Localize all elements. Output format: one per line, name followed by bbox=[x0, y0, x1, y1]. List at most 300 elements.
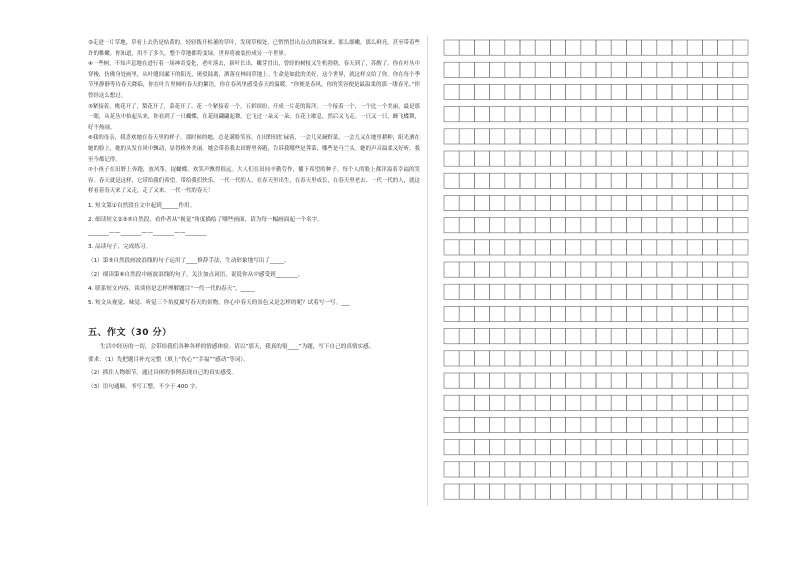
grid-cell bbox=[642, 351, 657, 366]
grid-cell bbox=[566, 40, 581, 55]
grid-cell bbox=[490, 462, 505, 477]
grid-cell bbox=[459, 329, 474, 344]
grid-cell bbox=[474, 173, 489, 188]
grid-cell bbox=[611, 173, 626, 188]
grid-cell bbox=[702, 351, 717, 366]
grid-cell bbox=[459, 417, 474, 432]
grid-cell bbox=[702, 84, 717, 99]
grid-cell bbox=[702, 262, 717, 277]
grid-cell bbox=[733, 107, 748, 122]
grid-cell bbox=[520, 284, 535, 299]
grid-cell bbox=[596, 151, 611, 166]
grid-cell bbox=[505, 262, 520, 277]
grid-cell bbox=[733, 240, 748, 255]
grid-cell bbox=[626, 395, 641, 410]
grid-cell bbox=[626, 484, 641, 499]
grid-cell bbox=[672, 329, 687, 344]
grid-cell bbox=[474, 284, 489, 299]
grid-cell bbox=[733, 462, 748, 477]
grid-cell bbox=[535, 151, 550, 166]
grid-cell bbox=[520, 129, 535, 144]
grid-cell bbox=[687, 84, 702, 99]
grid-cell bbox=[459, 373, 474, 388]
grid-cell bbox=[444, 395, 459, 410]
question-1: 1. 短文第①自然段在文中起到______作用。 bbox=[88, 202, 196, 209]
grid-cell bbox=[718, 462, 733, 477]
grid-cell bbox=[474, 484, 489, 499]
grid-cell bbox=[733, 351, 748, 366]
grid-cell bbox=[566, 440, 581, 455]
grid-cell bbox=[611, 462, 626, 477]
grid-cell bbox=[672, 62, 687, 77]
grid-cell bbox=[642, 329, 657, 344]
grid-cell bbox=[535, 440, 550, 455]
grid-cell bbox=[702, 484, 717, 499]
grid-cell bbox=[444, 62, 459, 77]
grid-cell bbox=[490, 151, 505, 166]
grid-cell bbox=[490, 351, 505, 366]
grid-cell bbox=[718, 62, 733, 77]
grid-cell bbox=[566, 284, 581, 299]
grid-cell bbox=[718, 173, 733, 188]
grid-cell bbox=[505, 351, 520, 366]
grid-cell bbox=[550, 262, 565, 277]
grid-cell bbox=[550, 329, 565, 344]
grid-cell bbox=[581, 262, 596, 277]
grid-cell bbox=[672, 484, 687, 499]
grid-cell bbox=[505, 84, 520, 99]
grid-cell bbox=[490, 373, 505, 388]
grid-cell bbox=[702, 240, 717, 255]
grid-cell bbox=[550, 173, 565, 188]
grid-cell bbox=[566, 195, 581, 210]
grid-cell bbox=[474, 417, 489, 432]
grid-cell bbox=[702, 151, 717, 166]
grid-cell bbox=[581, 373, 596, 388]
grid-cell bbox=[657, 462, 672, 477]
grid-cell bbox=[733, 440, 748, 455]
grid-cell bbox=[611, 351, 626, 366]
grid-cell bbox=[566, 62, 581, 77]
grid-cell bbox=[702, 62, 717, 77]
grid-cell bbox=[611, 84, 626, 99]
grid-cell bbox=[474, 351, 489, 366]
grid-cell bbox=[672, 440, 687, 455]
grid-cell bbox=[490, 84, 505, 99]
grid-cell bbox=[657, 440, 672, 455]
grid-cell bbox=[490, 107, 505, 122]
passage-paragraph-7: ⑦小孩子在田野上奔跑，放风筝，捉蝴蝶，欢笑声飘得很远。大人们在田间辛勤劳作，播下希望的种子。每个人的脸上都洋溢着幸福的笑容。春天就是这样，它带给我们希望，带给我们快乐。一代一代的人，在春天里出生，在春天里成长，在春天里老去。一代一代的人，就这样看着春天来了又走，走了又来。一代一代的春天！ bbox=[88, 167, 420, 195]
grid-cell bbox=[444, 129, 459, 144]
grid-cell bbox=[520, 373, 535, 388]
grid-cell bbox=[535, 40, 550, 55]
grid-cell bbox=[459, 84, 474, 99]
grid-cell bbox=[581, 351, 596, 366]
grid-cell bbox=[520, 395, 535, 410]
grid-cell bbox=[657, 173, 672, 188]
grid-cell bbox=[520, 62, 535, 77]
grid-cell bbox=[474, 84, 489, 99]
grid-cell bbox=[535, 329, 550, 344]
grid-cell bbox=[505, 40, 520, 55]
grid-cell bbox=[581, 306, 596, 321]
grid-cell bbox=[581, 462, 596, 477]
grid-cell bbox=[672, 151, 687, 166]
grid-cell bbox=[444, 173, 459, 188]
grid-cell bbox=[596, 462, 611, 477]
grid-cell bbox=[490, 306, 505, 321]
grid-cell bbox=[657, 240, 672, 255]
grid-cell bbox=[733, 40, 748, 55]
grid-cell bbox=[444, 107, 459, 122]
grid-cell bbox=[505, 173, 520, 188]
grid-cell bbox=[596, 107, 611, 122]
grid-cell bbox=[550, 417, 565, 432]
grid-cell bbox=[535, 284, 550, 299]
grid-cell bbox=[657, 351, 672, 366]
grid-cell bbox=[520, 462, 535, 477]
grid-cell bbox=[687, 62, 702, 77]
grid-cell bbox=[550, 129, 565, 144]
column-divider bbox=[427, 36, 428, 506]
grid-cell bbox=[657, 195, 672, 210]
grid-cell bbox=[657, 129, 672, 144]
grid-cell bbox=[626, 62, 641, 77]
grid-cell bbox=[535, 84, 550, 99]
grid-cell bbox=[642, 395, 657, 410]
grid-cell bbox=[490, 262, 505, 277]
grid-cell bbox=[505, 440, 520, 455]
grid-cell bbox=[505, 373, 520, 388]
grid-cell bbox=[611, 329, 626, 344]
grid-cell bbox=[581, 218, 596, 233]
grid-cell bbox=[626, 129, 641, 144]
grid-cell bbox=[642, 107, 657, 122]
grid-cell bbox=[505, 462, 520, 477]
writing-requirement-2: （2）抓住人物细节，通过具体的事例表现自己的真实感受。 bbox=[88, 370, 237, 377]
grid-cell bbox=[566, 462, 581, 477]
grid-cell bbox=[520, 440, 535, 455]
grid-cell bbox=[535, 195, 550, 210]
grid-cell bbox=[474, 129, 489, 144]
grid-cell bbox=[596, 440, 611, 455]
grid-cell bbox=[687, 306, 702, 321]
reading-passage bbox=[88, 38, 420, 197]
grid-cell bbox=[566, 262, 581, 277]
grid-cell bbox=[505, 151, 520, 166]
grid-cell bbox=[490, 218, 505, 233]
grid-cell bbox=[596, 40, 611, 55]
grid-cell bbox=[718, 151, 733, 166]
grid-cell bbox=[611, 195, 626, 210]
grid-cell bbox=[687, 351, 702, 366]
grid-cell bbox=[718, 262, 733, 277]
grid-cell bbox=[702, 40, 717, 55]
grid-cell bbox=[611, 395, 626, 410]
grid-cell bbox=[672, 462, 687, 477]
grid-cell bbox=[657, 84, 672, 99]
grid-cell bbox=[566, 107, 581, 122]
grid-cell bbox=[505, 62, 520, 77]
grid-cell bbox=[718, 107, 733, 122]
grid-cell bbox=[626, 351, 641, 366]
grid-cell bbox=[459, 240, 474, 255]
grid-cell bbox=[535, 351, 550, 366]
grid-cell bbox=[642, 462, 657, 477]
grid-cell bbox=[626, 373, 641, 388]
question-5: 5. 短文从视觉、味觉、听觉三个角度描写春天的景物，你心中春天的景色又是怎样的呢？试着写一写。___ bbox=[88, 299, 350, 306]
grid-cell bbox=[535, 417, 550, 432]
grid-cell bbox=[520, 484, 535, 499]
grid-cell bbox=[581, 62, 596, 77]
grid-cell bbox=[672, 306, 687, 321]
grid-cell bbox=[642, 417, 657, 432]
grid-cell bbox=[657, 484, 672, 499]
grid-cell bbox=[505, 484, 520, 499]
grid-cell bbox=[490, 129, 505, 144]
writing-requirement-1: 要求：（1）先把题目补充完整（填上“伤心”“幸福”“感动”等词）。 bbox=[88, 357, 249, 364]
grid-cell bbox=[505, 240, 520, 255]
grid-cell bbox=[581, 173, 596, 188]
grid-cell bbox=[626, 262, 641, 277]
passage-paragraph-3: ③走进一片草地，草看上去仍是枯黄的。轻轻拨开枯萎的草叶，发现草根处，已悄悄冒出点点的新绿来。那么细嫩，那么鲜亮，甚至带着些许的稚嫩。你知道，用不了多久，整个草地都将变绿，世界将被装扮成另一个世界。 bbox=[88, 40, 420, 57]
grid-cell bbox=[459, 395, 474, 410]
grid-cell bbox=[444, 195, 459, 210]
grid-cell bbox=[474, 306, 489, 321]
passage-paragraph-4: ④一些树，不知声息地在进行着一场神奇变化，老叶落去，新叶长出，嫩芽冒出，曾经的树枝又生机勃勃，春天到了，苏醒了。你在叶丛中穿梭，仿佛身处画里，从叶缝间漏下的阳光，斑驳陆离，洒落在林间草地上。生命是如此的美好，这个世界，就这样交给了你。你在每个季节里静静等待春天降临，你在叶片里倾听春天的絮语，你在春风里感受春天的温暖。“你便是春风，你的笑容便是最温柔的那一缕春光。”你曾经这么想过。 bbox=[88, 61, 420, 99]
grid-cell bbox=[733, 284, 748, 299]
grid-cell bbox=[642, 195, 657, 210]
grid-cell bbox=[459, 306, 474, 321]
grid-cell bbox=[581, 129, 596, 144]
grid-cell bbox=[626, 218, 641, 233]
grid-cell bbox=[444, 284, 459, 299]
grid-cell bbox=[611, 218, 626, 233]
grid-cell bbox=[566, 218, 581, 233]
grid-cell bbox=[505, 107, 520, 122]
grid-cell bbox=[459, 351, 474, 366]
grid-cell bbox=[581, 440, 596, 455]
answer-blanks: _______——_______——_______——_______ bbox=[88, 229, 207, 236]
grid-cell bbox=[687, 129, 702, 144]
grid-cell bbox=[702, 284, 717, 299]
grid-cell bbox=[566, 306, 581, 321]
grid-cell bbox=[718, 195, 733, 210]
grid-cell bbox=[444, 329, 459, 344]
grid-cell bbox=[642, 173, 657, 188]
grid-cell bbox=[566, 417, 581, 432]
grid-cell bbox=[444, 218, 459, 233]
grid-cell bbox=[672, 284, 687, 299]
grid-cell bbox=[444, 462, 459, 477]
grid-cell bbox=[702, 195, 717, 210]
grid-cell bbox=[581, 329, 596, 344]
grid-cell bbox=[490, 329, 505, 344]
grid-cell bbox=[611, 62, 626, 77]
grid-cell bbox=[520, 306, 535, 321]
grid-cell bbox=[581, 284, 596, 299]
writing-requirement-3: （3）语句通顺，书写工整。不少于 400 字。 bbox=[88, 383, 201, 390]
grid-cell bbox=[490, 395, 505, 410]
grid-cell bbox=[520, 195, 535, 210]
grid-cell bbox=[657, 395, 672, 410]
grid-cell bbox=[459, 195, 474, 210]
grid-cell bbox=[626, 462, 641, 477]
grid-cell bbox=[474, 151, 489, 166]
grid-cell bbox=[611, 107, 626, 122]
grid-cell bbox=[505, 284, 520, 299]
grid-cell bbox=[596, 240, 611, 255]
grid-cell bbox=[687, 262, 702, 277]
grid-cell bbox=[596, 351, 611, 366]
grid-cell bbox=[444, 84, 459, 99]
grid-cell bbox=[687, 462, 702, 477]
grid-cell bbox=[733, 129, 748, 144]
grid-cell bbox=[581, 84, 596, 99]
grid-cell bbox=[642, 284, 657, 299]
grid-cell bbox=[626, 306, 641, 321]
grid-cell bbox=[626, 329, 641, 344]
grid-cell bbox=[474, 262, 489, 277]
grid-cell bbox=[642, 129, 657, 144]
grid-cell bbox=[596, 218, 611, 233]
grid-cell bbox=[642, 84, 657, 99]
grid-cell bbox=[566, 240, 581, 255]
grid-cell bbox=[474, 373, 489, 388]
grid-cell bbox=[444, 351, 459, 366]
composition-grid bbox=[430, 36, 792, 504]
grid-cell bbox=[733, 306, 748, 321]
grid-cell bbox=[718, 306, 733, 321]
grid-cell bbox=[490, 40, 505, 55]
grid-cell bbox=[535, 373, 550, 388]
grid-cell bbox=[702, 395, 717, 410]
grid-cell bbox=[459, 284, 474, 299]
grid-cell bbox=[657, 329, 672, 344]
grid-cell bbox=[474, 240, 489, 255]
passage-paragraph-6: ⑥我的母亲，我喜欢她在春天里的样子。那时候的她，总是满脸笑容，在田野间忙碌着，一会儿采摘野菜，一会儿又在地里耕种，阳光洒在她的脸上，她的头发在风中飘动，显得格外美丽。她会带着我去田野里奔跑，告诉我哪些是荠菜，哪些是马兰头。她的声音温柔又好听，我至今都记得。 bbox=[88, 135, 420, 163]
grid-cell bbox=[520, 40, 535, 55]
grid-cell bbox=[657, 151, 672, 166]
grid-cell bbox=[444, 240, 459, 255]
grid-cell bbox=[672, 107, 687, 122]
grid-cell bbox=[490, 240, 505, 255]
grid-cell bbox=[596, 84, 611, 99]
grid-cell bbox=[626, 40, 641, 55]
grid-cell bbox=[474, 218, 489, 233]
reading-questions bbox=[88, 201, 420, 309]
grid-cell bbox=[581, 107, 596, 122]
grid-cell bbox=[444, 262, 459, 277]
grid-cell bbox=[566, 151, 581, 166]
grid-cell bbox=[459, 107, 474, 122]
grid-cell bbox=[596, 395, 611, 410]
grid-cell bbox=[520, 218, 535, 233]
grid-cell bbox=[490, 173, 505, 188]
grid-cell bbox=[459, 440, 474, 455]
grid-cell bbox=[459, 151, 474, 166]
grid-cell bbox=[581, 395, 596, 410]
grid-cell bbox=[611, 262, 626, 277]
grid-cell bbox=[490, 417, 505, 432]
grid-cell bbox=[718, 484, 733, 499]
grid-cell bbox=[459, 218, 474, 233]
grid-cell bbox=[550, 395, 565, 410]
grid-cell bbox=[550, 151, 565, 166]
grid-cell bbox=[672, 373, 687, 388]
grid-cell bbox=[733, 417, 748, 432]
grid-cell bbox=[611, 484, 626, 499]
grid-cell bbox=[535, 107, 550, 122]
grid-cell bbox=[611, 240, 626, 255]
grid-cell bbox=[535, 462, 550, 477]
grid-cell bbox=[444, 306, 459, 321]
grid-cell bbox=[672, 173, 687, 188]
grid-cell bbox=[459, 40, 474, 55]
grid-cell bbox=[490, 440, 505, 455]
grid-cell bbox=[474, 462, 489, 477]
grid-cell bbox=[718, 395, 733, 410]
grid-cell bbox=[505, 129, 520, 144]
grid-cell bbox=[596, 373, 611, 388]
grid-cell bbox=[550, 107, 565, 122]
grid-cell bbox=[566, 173, 581, 188]
grid-cell bbox=[733, 484, 748, 499]
grid-cell bbox=[550, 218, 565, 233]
grid-cell bbox=[566, 484, 581, 499]
grid-cell bbox=[672, 395, 687, 410]
grid-cell bbox=[611, 373, 626, 388]
grid-cell bbox=[718, 329, 733, 344]
grid-cell bbox=[505, 195, 520, 210]
grid-cell bbox=[550, 373, 565, 388]
grid-cell bbox=[520, 351, 535, 366]
grid-cell bbox=[672, 417, 687, 432]
grid-cell bbox=[718, 351, 733, 366]
grid-cell bbox=[687, 417, 702, 432]
grid-cell bbox=[687, 240, 702, 255]
grid-cell bbox=[505, 218, 520, 233]
grid-cell bbox=[596, 329, 611, 344]
grid-cell bbox=[733, 218, 748, 233]
grid-cell bbox=[626, 107, 641, 122]
grid-cell bbox=[642, 262, 657, 277]
grid-cell bbox=[733, 62, 748, 77]
grid-cell bbox=[611, 284, 626, 299]
grid-cell bbox=[657, 40, 672, 55]
grid-cell bbox=[566, 373, 581, 388]
grid-cell bbox=[550, 84, 565, 99]
grid-cell bbox=[550, 306, 565, 321]
grid-cell bbox=[626, 440, 641, 455]
grid-cell bbox=[520, 107, 535, 122]
grid-cell bbox=[718, 40, 733, 55]
question-3-1: （1）第⑤自然段画波浪线的句子运用了____修辞手法，生动形象地写出了_____。 bbox=[88, 257, 290, 264]
grid-cell bbox=[490, 284, 505, 299]
grid-cell bbox=[642, 240, 657, 255]
grid-cell bbox=[444, 151, 459, 166]
grid-cell bbox=[611, 306, 626, 321]
grid-cell bbox=[718, 129, 733, 144]
grid-cell bbox=[474, 107, 489, 122]
grid-cell bbox=[550, 62, 565, 77]
grid-cell bbox=[459, 62, 474, 77]
grid-cell bbox=[657, 417, 672, 432]
grid-cell bbox=[490, 62, 505, 77]
grid-cell bbox=[702, 440, 717, 455]
grid-cell bbox=[687, 329, 702, 344]
grid-cell bbox=[657, 218, 672, 233]
